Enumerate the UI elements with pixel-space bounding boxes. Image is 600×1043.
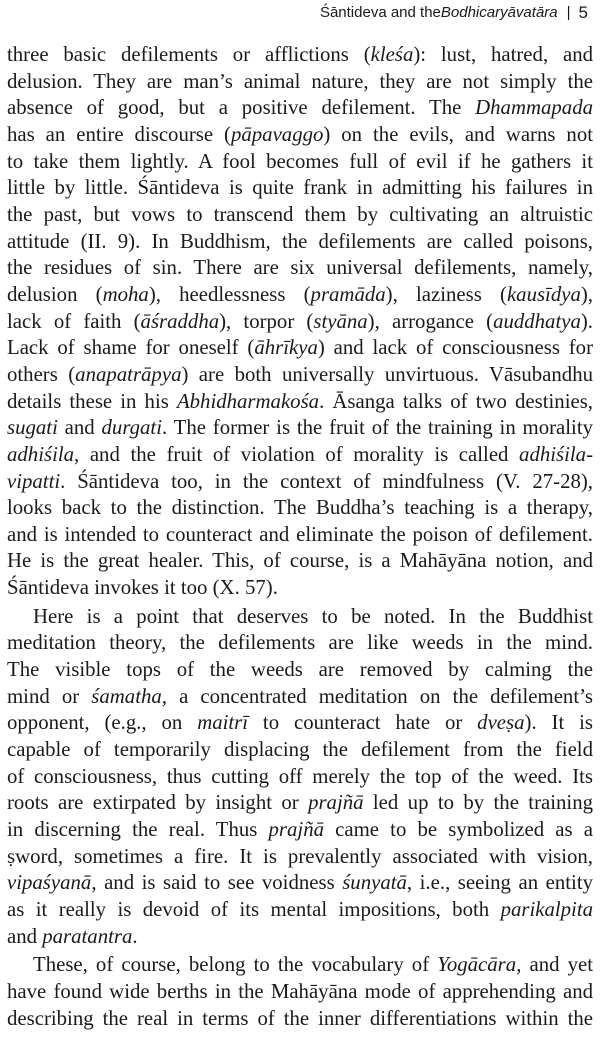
italic-term: āhrīkya [254,336,318,360]
text-run: . Āsanga talks of two destinies, [319,389,594,413]
text-line [7,309,593,336]
text-run: came to be symbolized as a [324,818,593,842]
text-line [7,415,593,442]
text-run: ) are both universally unvirtuous. Vāsubandhu [181,362,593,386]
text-run: to counteract hate or [248,711,478,735]
text-run: meditation theory, the defilements are like weeds in the mind. [7,631,593,655]
text-run: others ( [7,362,76,386]
italic-term: Abhidharmakośa [176,389,320,413]
text-line [7,548,593,575]
text-line [7,952,593,979]
text-run: , and the fruit of violation of morality is called [74,442,520,466]
header-title: Bodhicaryāvatāra [440,4,558,21]
text-run: to take them lightly. A fool becomes full of evil if he gathers it [7,149,593,173]
text-line [7,389,593,416]
text-run: opponent, (e.g., on [7,711,198,735]
text-run: and is intended to counteract and eliminate the poison of defilement. [7,522,593,546]
italic-term: adhiśila [7,442,75,466]
text-line [7,657,593,684]
text-line [7,844,593,871]
text-run: little by little. Śāntideva is quite frank in admitting his failures in [7,176,593,200]
italic-term: vipatti [7,469,61,493]
text-line [7,229,593,256]
text-line [7,817,593,844]
text-line [7,469,593,496]
text-line [7,684,593,711]
text-line [7,362,593,389]
text-line [7,924,593,951]
text-run: ), heedlessness ( [148,282,311,306]
text-run: three basic defilements or afflictions ( [7,43,371,66]
text-run: Śāntideva invokes it too (X. 57). [7,576,278,600]
italic-term: sugati [7,416,58,440]
body-text [7,42,593,1032]
text-run: in discerning the real. Thus [7,818,269,842]
text-line [7,95,593,122]
text-run: attitude (II. 9). In Buddhism, the defilements are called poisons, [7,229,593,253]
text-run: He is the great healer. This, of course, is a Mahāyāna notion, and [7,549,593,573]
italic-term: paratantra [42,924,133,948]
italic-term: āśraddha [140,309,220,333]
text-run: . [132,924,138,948]
page-number: 5 [578,3,588,22]
paragraph [7,604,593,951]
text-run: ), laziness ( [385,282,507,306]
italic-term: vipaśyanā [7,871,92,895]
italic-term: dveṣa [477,711,525,735]
italic-term: auddhatya [493,309,581,333]
text-run: mind or [7,684,92,708]
text-line [7,870,593,897]
text-line [7,442,593,469]
text-run: of consciousness, thus cutting off merely the top of the weed. Its [7,764,593,788]
text-run: ) and lack of consciousness for [317,336,593,360]
text-run: absence of good, but a positive defilement. The [7,96,476,120]
italic-term: styāna [313,309,368,333]
text-run: details these in his [7,389,177,413]
italic-term: pāpavaggo [230,122,324,146]
italic-term: śunyatā [342,871,407,895]
text-run: ), torpor ( [219,309,314,333]
text-run: delusion ( [7,282,103,306]
text-line [7,255,593,282]
italic-term: anapatrāpya [75,362,182,386]
running-header [320,0,588,26]
text-run: . Śāntideva too, in the context of mindfulness (V. 27-28), [60,469,593,493]
header-separator: | [566,4,571,21]
text-line [7,335,593,362]
text-run: capable of temporarily displacing the defilement from the field [7,738,593,762]
text-run: , i.e., seeing an entity [406,871,593,895]
text-line [7,122,593,149]
text-line [7,575,593,602]
text-run: ), [580,282,593,306]
italic-term: adhiśila- [519,442,593,466]
text-run: These, of course, belong to the vocabulary of [33,953,438,977]
text-run: Here is a point that deserves to be noted. In the Buddhist [33,604,593,628]
text-run: led up to by the training [363,791,593,815]
italic-term: maitrī [197,711,249,735]
paragraph [7,42,593,602]
text-line [7,175,593,202]
text-run: the residues of sin. There are six universal defilements, namely, [7,256,593,280]
text-run: The visible tops of the weeds are removed by calming the [7,658,593,682]
text-line [7,897,593,924]
text-run: ). It is [524,711,593,735]
text-run: ). [580,309,593,333]
text-line [7,69,593,96]
text-line [7,630,593,657]
text-run: . The former is the fruit of the training in morality [162,416,593,440]
text-run: ) on the evils, and warns not [323,122,593,146]
text-run: and [57,416,102,440]
text-line [7,202,593,229]
italic-term: parikalpita [500,898,593,921]
text-run: lack of faith ( [7,309,141,333]
italic-term: durgati [101,416,162,440]
text-run: roots are extirpated by insight or [7,791,309,815]
paragraph [7,952,593,1032]
text-line [7,282,593,309]
text-run: have found wide berths in the Mahāyāna mode of apprehending and [7,979,593,1003]
text-line [7,737,593,764]
text-run: , and yet [516,953,593,977]
italic-term: śamatha [91,684,162,708]
italic-term: prajñā [268,818,324,842]
text-run: ṣword, sometimes a fire. It is prevalently associated with vision, [7,844,593,868]
text-line [7,604,593,631]
text-run: describing the real in terms of the inner differentiations within the [7,1006,593,1030]
text-line [7,149,593,176]
text-line [7,42,593,69]
italic-term: moha [102,282,149,306]
italic-term: Yogācāra [437,953,517,977]
text-run: and [7,924,43,948]
text-line [7,1006,593,1033]
text-run: , and is said to see voidness [91,871,343,895]
text-line [7,522,593,549]
italic-term: pramāda [310,282,386,306]
text-run: Lack of shame for oneself ( [7,336,255,360]
italic-term: kausīdya [506,282,581,306]
text-line [7,790,593,817]
text-run: , a concentrated meditation on the defilement’s [161,684,593,708]
text-line [7,710,593,737]
italic-term: prajñā [308,791,364,815]
italic-term: Dhammapada [475,96,593,120]
text-run: as it really is devoid of its mental impositions, both [7,898,501,921]
text-run: has an entire discourse ( [7,122,231,146]
text-run: delusion. They are man’s animal nature, they are not simply the [7,69,593,93]
text-line [7,764,593,791]
text-run: looks back to the distinction. The Buddha’s teaching is a therapy, [7,496,593,520]
text-run: ), arrogance ( [367,309,494,333]
text-run: ): lust, hatred, and [413,43,593,66]
text-line [7,979,593,1006]
italic-term: kleśa [370,43,414,66]
text-line [7,495,593,522]
header-author: Śāntideva and the [319,4,441,21]
text-run: the past, but vows to transcend them by cultivating an altruistic [7,202,593,226]
